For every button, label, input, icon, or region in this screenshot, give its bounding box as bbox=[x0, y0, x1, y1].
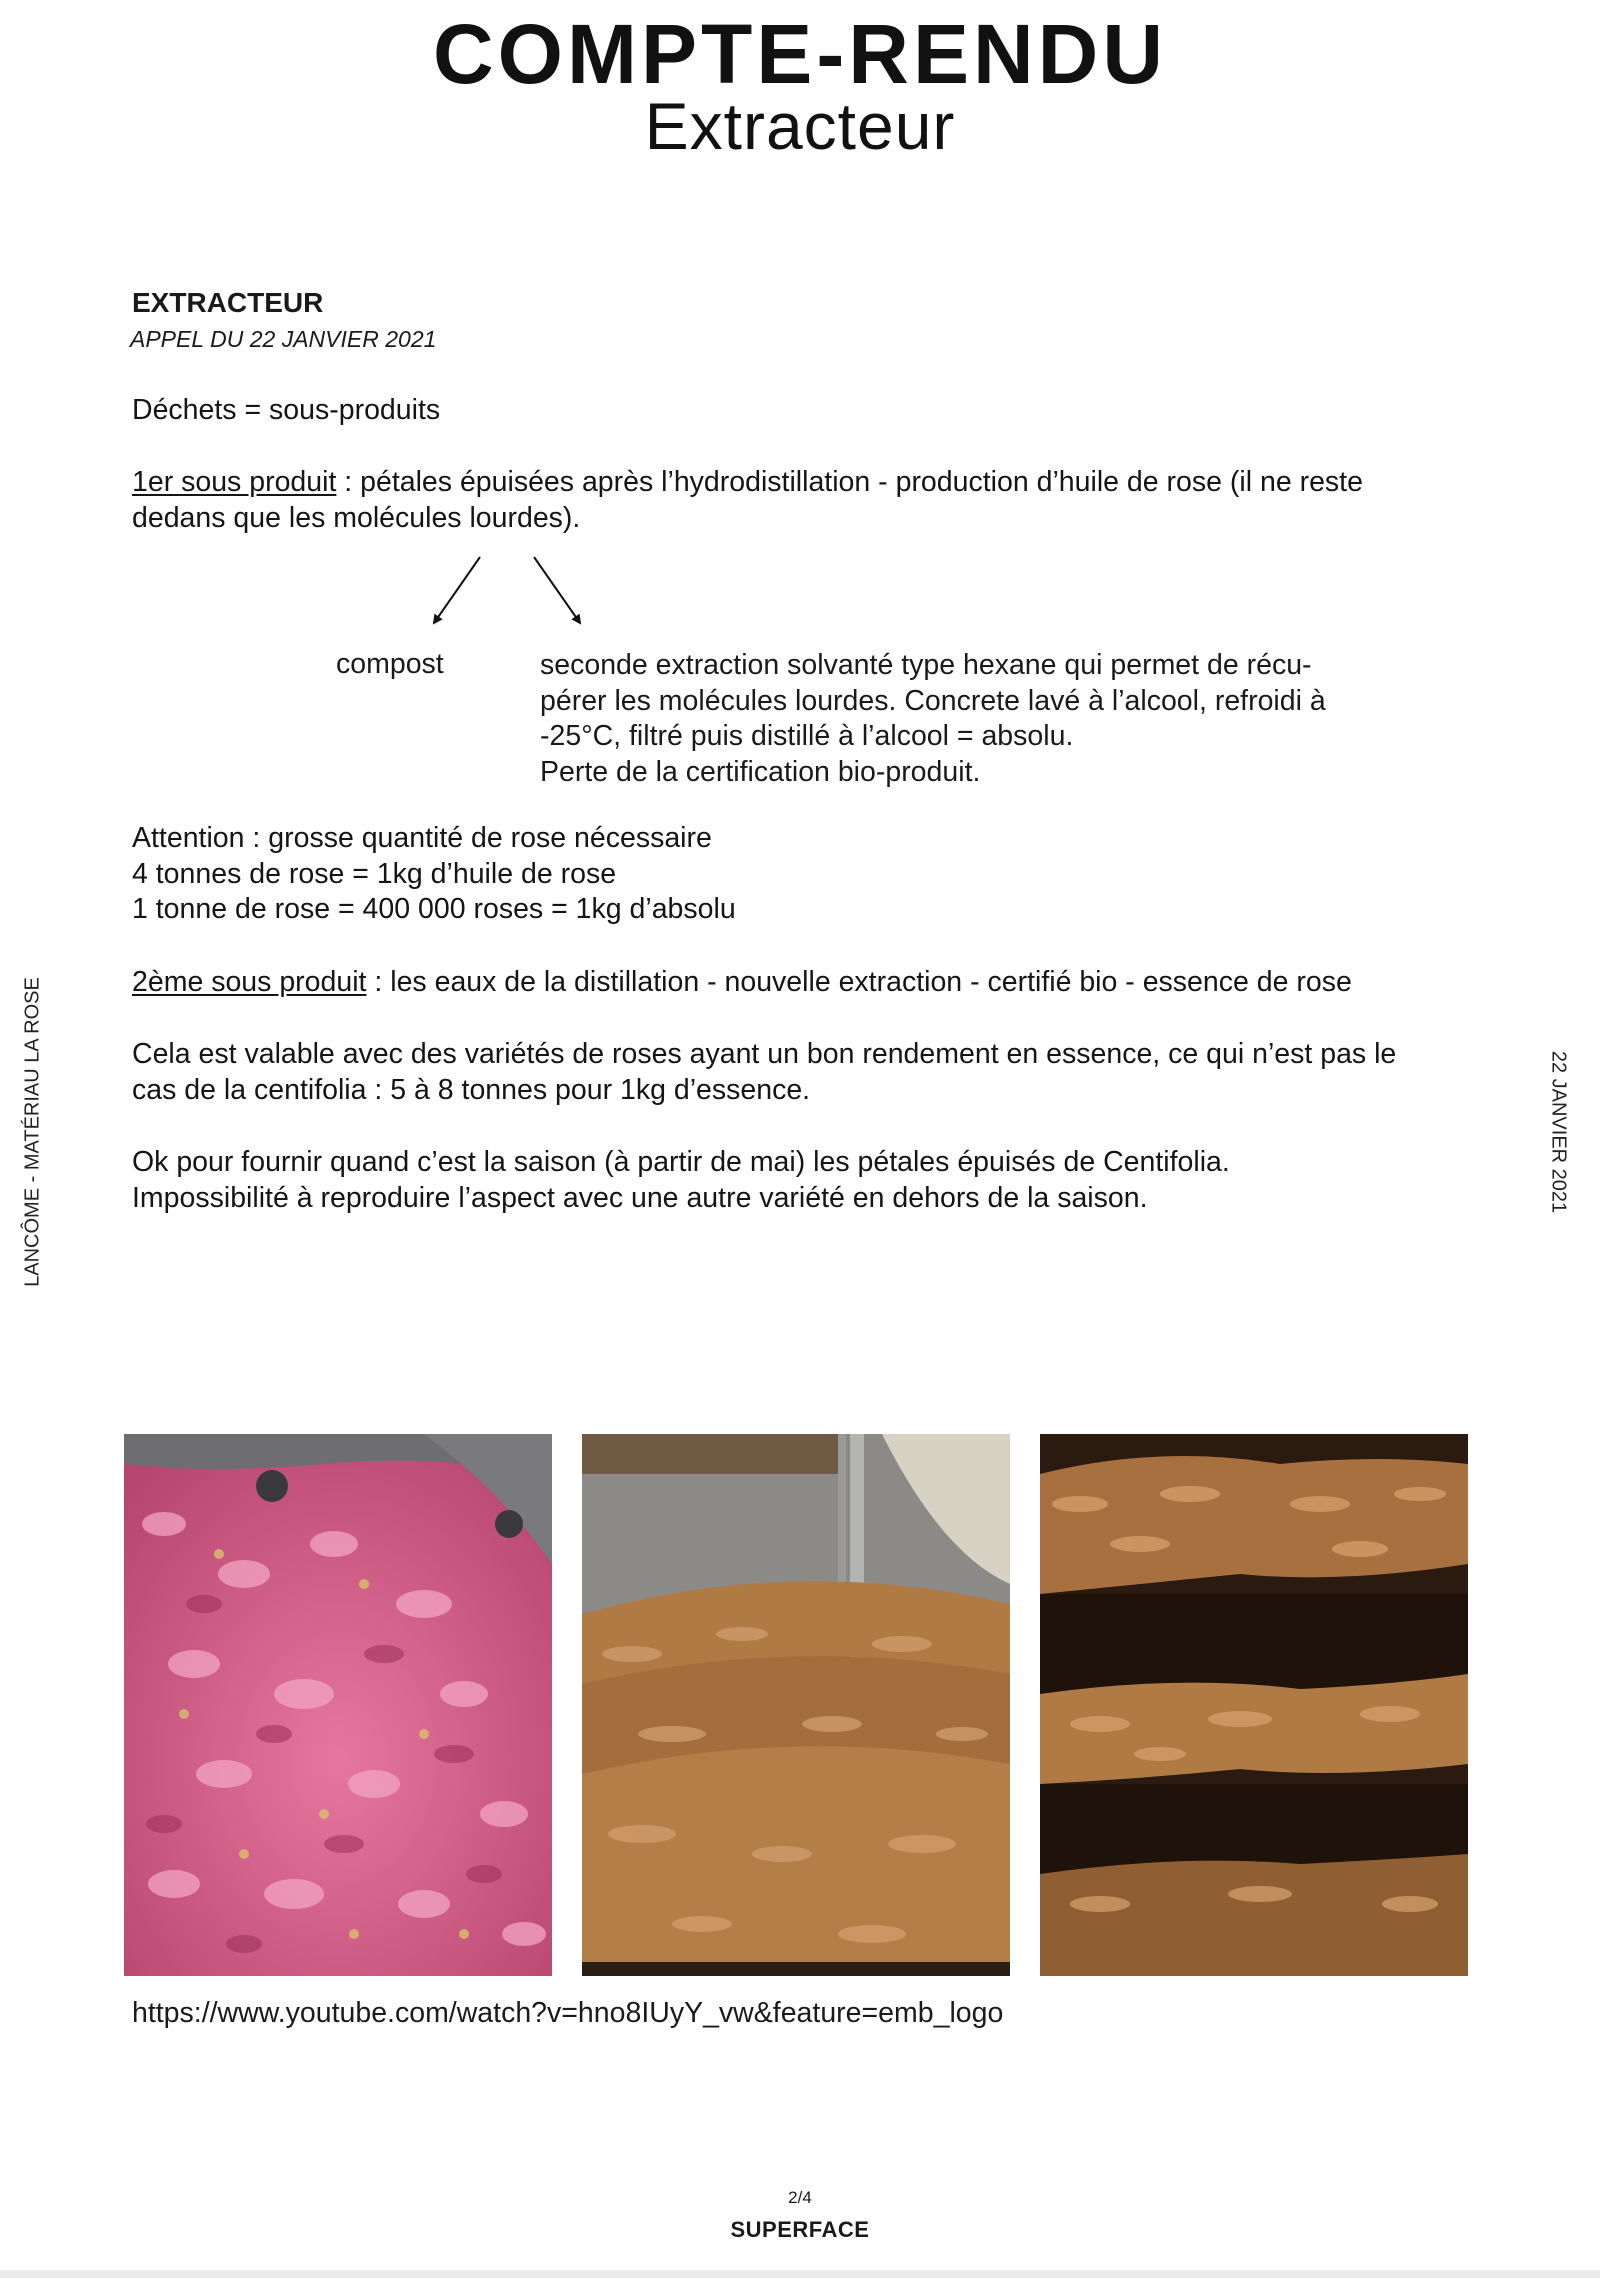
branch-arrows-icon bbox=[420, 555, 600, 631]
section-title: EXTRACTEUR bbox=[132, 287, 324, 318]
compost-label: compost bbox=[336, 648, 444, 680]
bottom-band bbox=[0, 2270, 1600, 2278]
centifolia-paragraph: Cela est valable avec des variétés de roses ayant un bon rendement en essence, ce qui n’est pas le cas de la centifolia : 5 à 8 tonnes pour 1kg d’essence. bbox=[132, 1038, 1397, 1106]
rose-petals-photo bbox=[124, 1434, 552, 1976]
supply-paragraph: Ok pour fournir quand c’est la saison (à partir de mai) les pétales épuisés de Centifolia. Impossibilité à reproduire l’aspect avec une autre variété en dehors de la saison. bbox=[132, 1146, 1230, 1214]
brand-footer: SUPERFACE bbox=[730, 2217, 870, 2242]
page-number: 2/4 bbox=[788, 2188, 812, 2207]
first-byproduct-paragraph: 1er sous produit : pétales épuisées après l’hydrodistillation - production d’huile de rose (il ne reste dedans que les molécules lourdes). bbox=[132, 466, 1363, 534]
attention-block: Attention : grosse quantité de rose nécessaire 4 tonnes de rose = 1kg d’huile de rose 1 tonne de rose = 400 000 roses = 1kg d’absolu bbox=[132, 822, 736, 925]
page-title: COMPTE-RENDU bbox=[433, 7, 1167, 101]
first-byproduct-label: 1er sous produit bbox=[132, 466, 337, 498]
second-extraction-text: seconde extraction solvanté type hexane qui permet de récu- pérer les molécules lourdes. Concrete lavé à l’alcool, refroidi à -25°C, filtré puis distillé à l’alcool = absolu. Perte de la certification bio-produit. bbox=[540, 649, 1326, 788]
distillation-vat-photo bbox=[582, 1434, 1010, 1976]
section-subtitle: APPEL DU 22 JANVIER 2021 bbox=[130, 326, 437, 352]
second-byproduct-paragraph: 2ème sous produit : les eaux de la distillation - nouvelle extraction - certifié bio - essence de rose bbox=[132, 966, 1352, 998]
source-url-link[interactable]: https://www.youtube.com/watch?v=hno8IUyY_vw&feature=emb_logo bbox=[132, 1997, 1004, 2029]
side-label-right: 22 JANVIER 2021 bbox=[1547, 1050, 1570, 1214]
page-subtitle: Extracteur bbox=[644, 89, 956, 163]
petal-trays-photo bbox=[1040, 1434, 1468, 1976]
second-byproduct-label: 2ème sous produit bbox=[132, 966, 367, 998]
side-label-left: LANCÔME - MATÉRIAU LA ROSE bbox=[21, 977, 44, 1287]
dechets-line: Déchets = sous-produits bbox=[132, 394, 441, 426]
